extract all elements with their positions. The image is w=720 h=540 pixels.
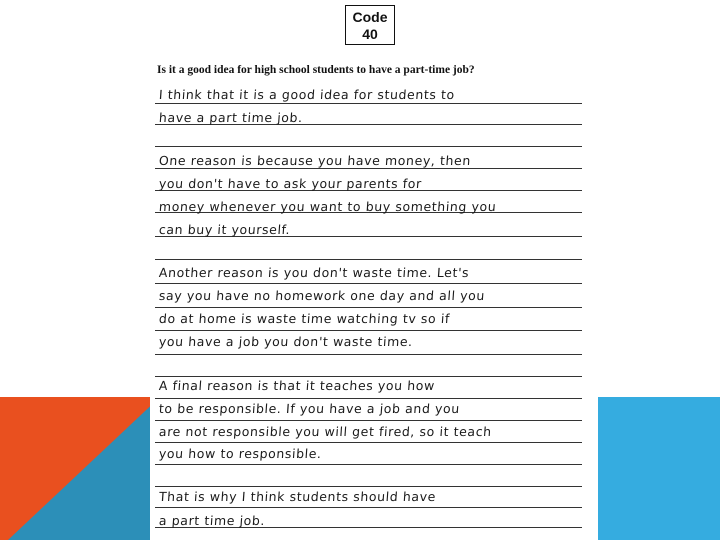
- rule-line: [155, 486, 582, 487]
- handwritten-line: you don't have to ask your parents for: [158, 176, 423, 191]
- rule-line: [155, 330, 582, 331]
- handwritten-line: have a part time job.: [158, 110, 304, 125]
- rule-line: [155, 464, 582, 465]
- handwritten-line: you have a job you don't waste time.: [158, 334, 414, 349]
- handwritten-line: you how to responsible.: [158, 446, 323, 461]
- rule-line: [155, 354, 582, 355]
- code-label: Code: [352, 9, 388, 25]
- handwritten-line: A final reason is that it teaches you how: [158, 378, 436, 393]
- handwritten-line: One reason is because you have money, then: [158, 153, 472, 168]
- handwritten-line: a part time job.: [158, 513, 266, 528]
- rule-line: [155, 420, 582, 421]
- handwritten-line: money whenever you want to buy something you: [158, 199, 497, 214]
- prompt-question: Is it a good idea for high school students to have a part-time job?: [157, 64, 475, 76]
- handwritten-line: to be responsible. If you have a job and you: [158, 401, 461, 416]
- rule-line: [155, 507, 582, 508]
- rule-line: [155, 168, 582, 169]
- rule-line: [155, 146, 582, 147]
- rule-line: [155, 283, 582, 284]
- scanned-worksheet: [150, 0, 598, 540]
- handwritten-line: say you have no homework one day and all you: [158, 288, 486, 303]
- rule-line: [155, 398, 582, 399]
- handwritten-line: That is why I think students should have: [158, 489, 437, 504]
- handwritten-line: Another reason is you don't waste time. Let's: [158, 265, 470, 280]
- handwritten-line: do at home is waste time watching tv so if: [158, 311, 451, 326]
- rule-line: [155, 376, 582, 377]
- rule-line: [155, 259, 582, 260]
- rule-line: [155, 103, 582, 104]
- handwritten-line: can buy it yourself.: [158, 222, 291, 237]
- handwritten-line: are not responsible you will get fired, so it teach: [158, 424, 493, 439]
- handwritten-line: I think that it is a good idea for students to: [158, 87, 456, 102]
- rule-line: [155, 442, 582, 443]
- rule-line: [155, 307, 582, 308]
- code-number: 40: [362, 26, 378, 42]
- blue-corner-decoration: [598, 397, 720, 540]
